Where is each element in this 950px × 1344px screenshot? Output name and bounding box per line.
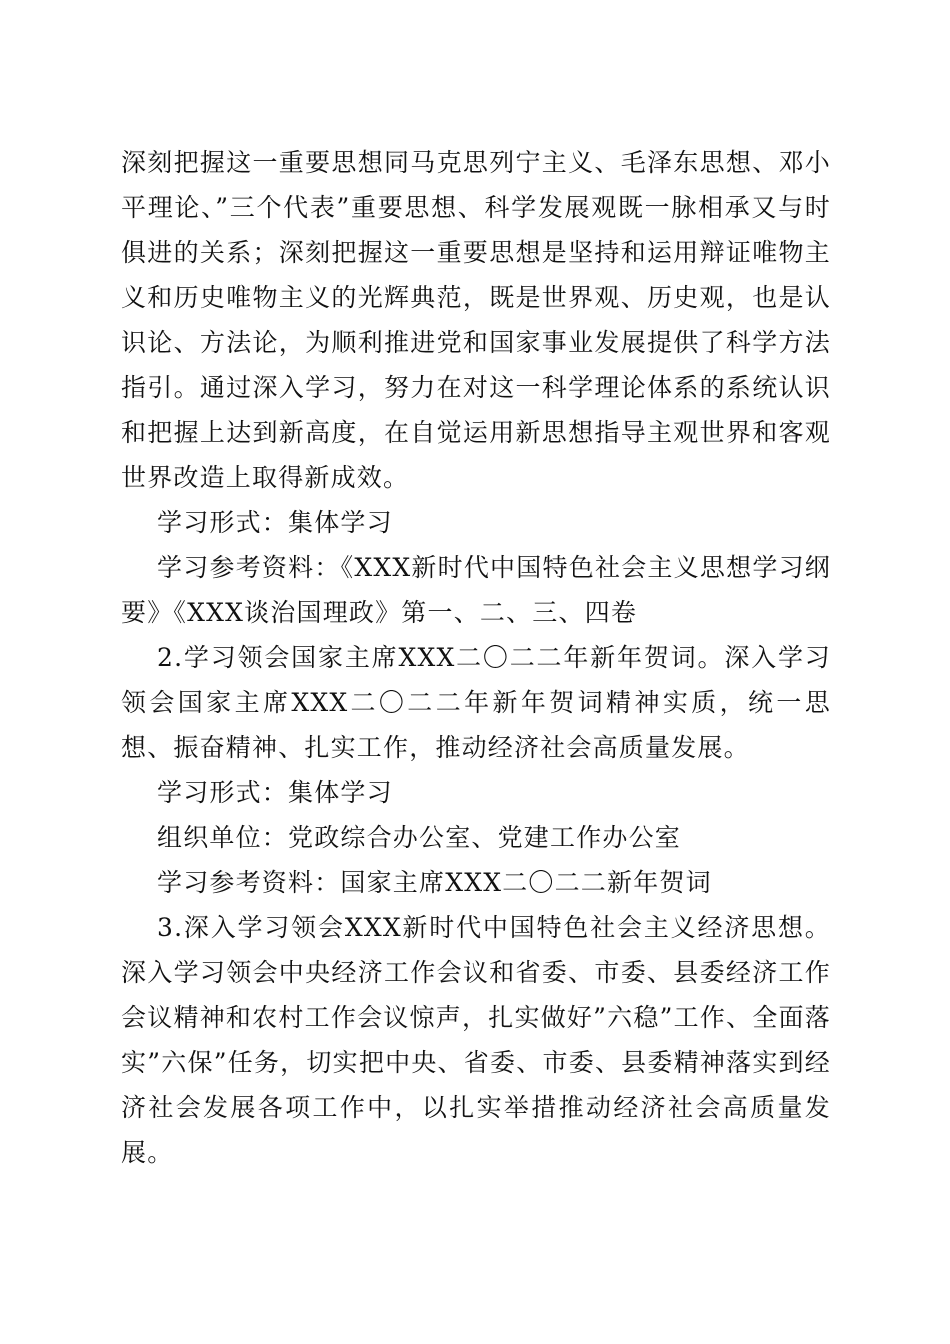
- paragraph-continuation: 深刻把握这一重要思想同马克思列宁主义、毛泽东思想、邓小平理论、”三个代表”重要思想、科学发展观既一脉相承又与时俱进的关系；深刻把握这一重要思想是坚持和运用辩证唯物主义和历史唯物主义的光辉典范，既是世界观、历史观，也是认识论、方法论，为顺利推进党和国家事业发展提供了科学方法指引。通过深入学习，努力在对这一科学理论体系的系统认识和把握上达到新高度，在自觉运用新思想指导主观世界和客观世界改造上取得新成效。: [121, 148, 831, 492]
- reference-materials-line: 学习参考资料：《XXX新时代中国特色社会主义思想学习纲要》《XXX谈治国理政》第一、二、三、四卷: [121, 553, 831, 627]
- item-3-paragraph: 3.深入学习领会XXX新时代中国特色社会主义经济思想。深入学习领会中央经济工作会议和省委、市委、县委经济工作会议精神和农村工作会议惊声，扎实做好”六稳”工作、全面落实”六保”任务，切实把中央、省委、市委、县委精神落实到经济社会发展各项工作中，以扎实举措推动经济社会高质量发展。: [121, 913, 831, 1167]
- document-body: [121, 140, 831, 1175]
- study-form-line: 学习形式：集体学习: [157, 508, 393, 537]
- reference-materials-line: 学习参考资料：国家主席XXX二〇二二新年贺词: [157, 868, 712, 897]
- organizer-line: 组织单位：党政综合办公室、党建工作办公室: [157, 823, 682, 852]
- item-2-paragraph: 2.学习领会国家主席XXX二〇二二年新年贺词。深入学习领会国家主席XXX二〇二二年新年贺词精神实质，统一思想、振奋精神、扎实工作，推动经济社会高质量发展。: [121, 643, 831, 762]
- study-form-line: 学习形式：集体学习: [157, 778, 393, 807]
